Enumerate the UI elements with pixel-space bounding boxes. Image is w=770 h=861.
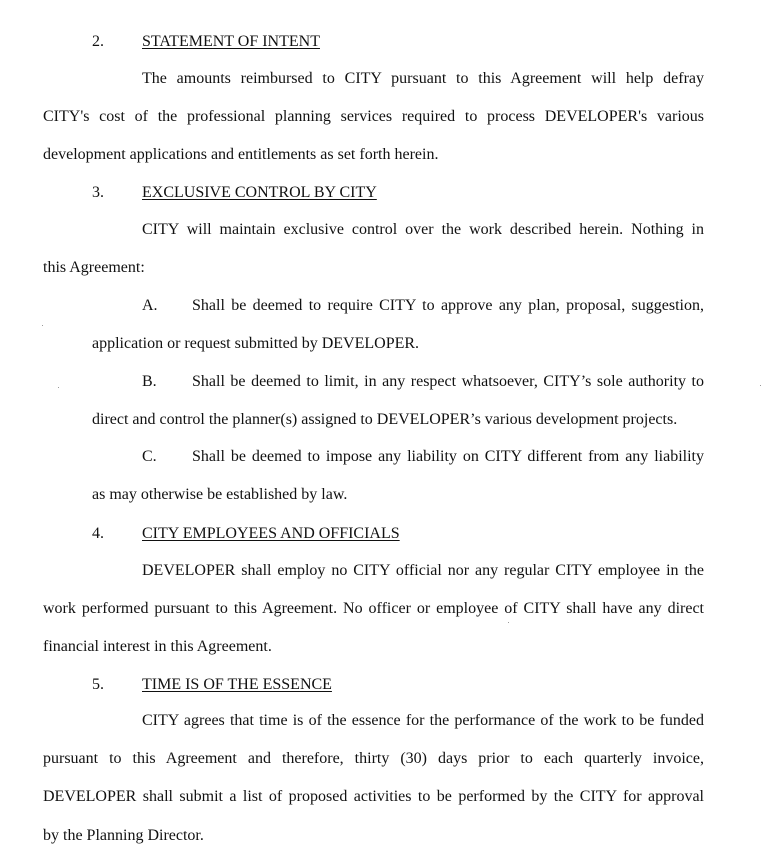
item-line: Shall be deemed to require CITY to approve any plan, proposal, suggestion, (192, 297, 704, 314)
section-number: 4. (92, 525, 104, 542)
paragraph-line: pursuant to this Agreement and therefore, thirty (30) days prior to each quarterly invoice, (43, 750, 704, 767)
section-number: 5. (92, 676, 104, 693)
section-heading: EXCLUSIVE CONTROL BY CITY (142, 184, 377, 201)
item-letter: A. (142, 297, 158, 314)
item-line: Shall be deemed to limit, in any respect whatsoever, CITY’s sole authority to (192, 373, 704, 390)
item-line: Shall be deemed to impose any liability on CITY different from any liability (192, 448, 704, 465)
scan-speck (760, 385, 761, 386)
paragraph-line: development applications and entitlements as set forth herein. (43, 146, 439, 163)
paragraph-line: CITY agrees that time is of the essence for the performance of the work to be funded (142, 712, 704, 729)
scan-speck (58, 387, 59, 388)
item-letter: C. (142, 448, 157, 465)
paragraph-line: this Agreement: (43, 259, 145, 276)
section-number: 3. (92, 184, 104, 201)
item-letter: B. (142, 373, 157, 390)
item-line: as may otherwise be established by law. (92, 486, 348, 503)
paragraph-line: financial interest in this Agreement. (43, 638, 272, 655)
item-line: application or request submitted by DEVELOPER. (92, 335, 420, 352)
scan-speck (42, 325, 43, 326)
section-heading: CITY EMPLOYEES AND OFFICIALS (142, 525, 400, 542)
paragraph-line: The amounts reimbursed to CITY pursuant to this Agreement will help defray (142, 70, 704, 87)
paragraph-line: DEVELOPER shall submit a list of proposed activities to be performed by the CITY for approval (43, 788, 704, 805)
section-heading: STATEMENT OF INTENT (142, 33, 320, 50)
paragraph-line: CITY will maintain exclusive control over the work described herein. Nothing in (142, 221, 704, 238)
paragraph-line: CITY's cost of the professional planning services required to process DEVELOPER's various (43, 108, 704, 125)
scan-speck (508, 622, 509, 623)
item-line: direct and control the planner(s) assigned to DEVELOPER’s various development projects. (92, 411, 678, 428)
section-heading: TIME IS OF THE ESSENCE (142, 676, 332, 693)
paragraph-line: by the Planning Director. (43, 827, 204, 844)
paragraph-line: DEVELOPER shall employ no CITY official nor any regular CITY employee in the (142, 562, 704, 579)
section-number: 2. (92, 33, 104, 50)
paragraph-line: work performed pursuant to this Agreement. No officer or employee of CITY shall have any direct (43, 600, 704, 617)
